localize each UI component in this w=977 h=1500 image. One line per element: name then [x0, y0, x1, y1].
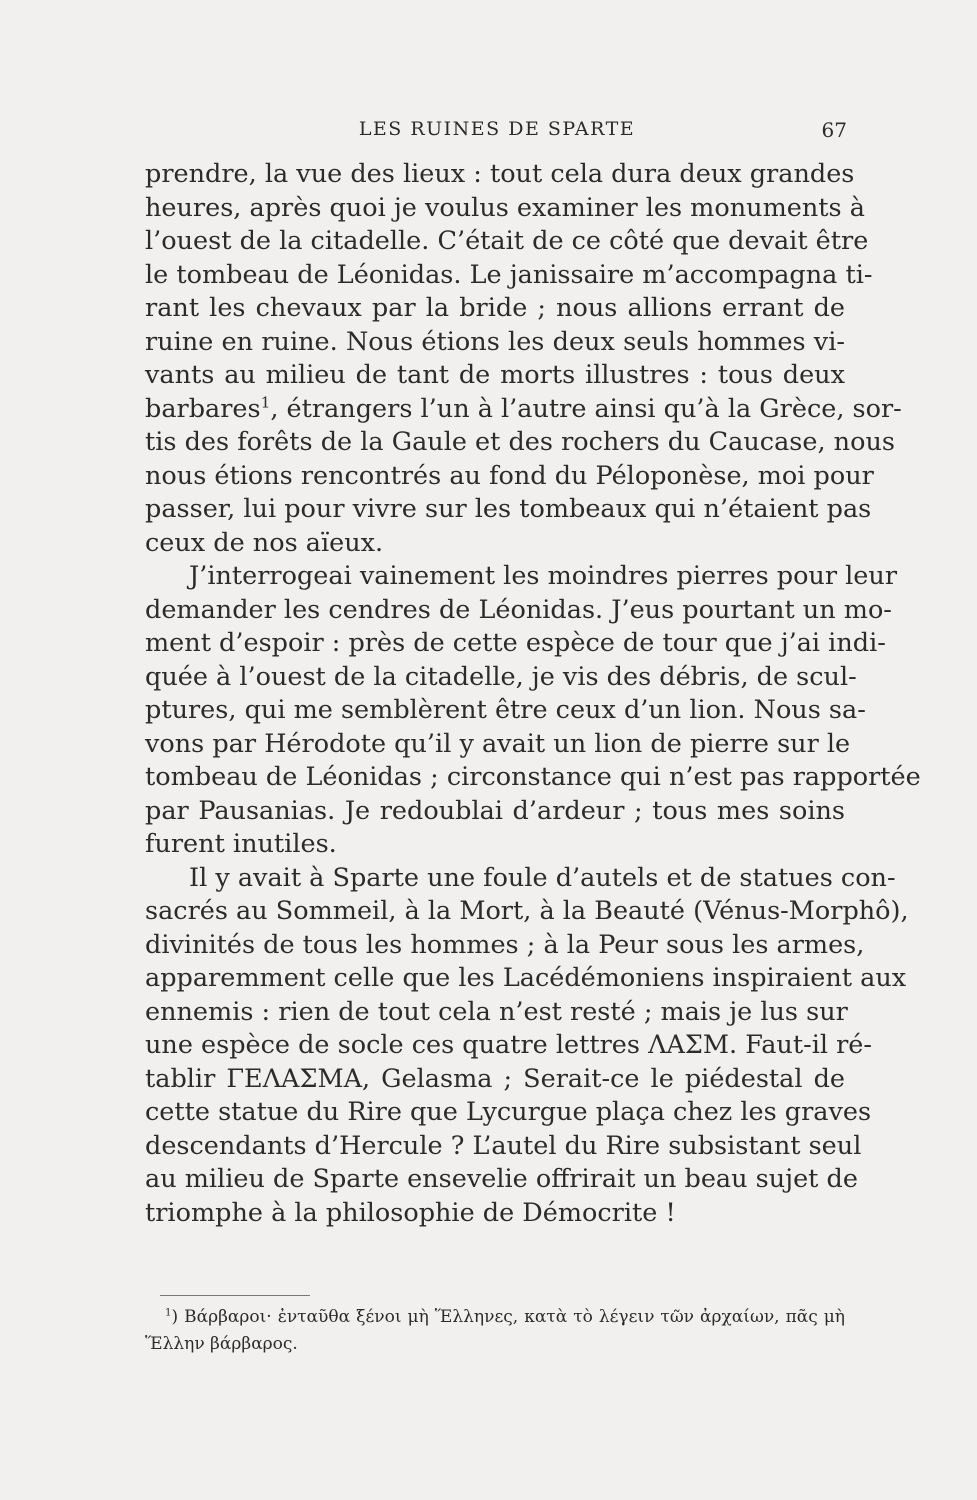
text-line: une espèce de socle ces quatre lettres ΛΑΣΜ. Faut-il ré-: [145, 1030, 873, 1060]
text-line: tombeau de Léonidas ; circonstance qui n’est pas rapportée: [145, 762, 921, 792]
text-line: prendre, la vue des lieux : tout cela dura deux grandes: [145, 159, 855, 189]
text-segment: barbares: [145, 393, 261, 424]
text-line: l’ouest de la citadelle. C’était de ce côté que devait être: [145, 226, 869, 256]
text-line: heures, après quoi je voulus examiner les monuments à: [145, 192, 865, 223]
footnote-line: [145, 1304, 845, 1331]
text-line: J’interrogeai vainement les moindres pierres pour leur: [189, 561, 898, 591]
text-line: au milieu de Sparte ensevelie offrirait un beau sujet de: [145, 1164, 858, 1194]
text-line: par Pausanias. Je redoublai d’ardeur ; tous mes soins: [145, 795, 845, 826]
running-head: [147, 118, 847, 146]
text-line: rant les chevaux par la bride ; nous allions errant de: [145, 293, 845, 323]
footnote-divider: [160, 1295, 310, 1296]
text-line: furent inutiles.: [145, 829, 337, 859]
text-line: tis des forêts de la Gaule et des rochers du Caucase, nous: [145, 427, 895, 457]
text-line: le tombeau de Léonidas. Le janissaire m’accompagna ti-: [145, 259, 873, 290]
text-line: ruine en ruine. Nous étions les deux seuls hommes vi-: [145, 326, 845, 357]
text-line: nous étions rencontrés au fond du Péloponèse, moi pour: [145, 460, 874, 491]
text-line: Il y avait à Sparte une foule d’autels et de statues con-: [189, 862, 896, 893]
text-segment: , étrangers l’un à l’autre ainsi qu’à la Grèce, sor-: [270, 393, 902, 424]
text-line: vants au milieu de tant de morts illustres : tous deux: [145, 360, 845, 390]
text-line: descendants d’Hercule ? L’autel du Rire subsistant seul: [145, 1130, 862, 1161]
text-line: quée à l’ouest de la citadelle, je vis des débris, de scul-: [145, 661, 857, 692]
text-line: triomphe à la philosophie de Démocrite !: [145, 1197, 676, 1228]
footnote-text: ) Βάρβαροι· ἐνταῦθα ξένοι μὴ Ἕλληνες, κατὰ τὸ λέγειν τῶν ἀρχαίων, πᾶς μὴ: [171, 1307, 845, 1327]
text-line: vons par Hérodote qu’il y avait un lion de pierre sur le: [145, 728, 851, 759]
text-line: divinités de tous les hommes ; à la Peur sous les armes,: [145, 929, 865, 960]
footnotes: [145, 1304, 845, 1358]
text-line: passer, lui pour vivre sur les tombeaux qui n’étaient pas: [145, 494, 872, 524]
footnote-line: Ἕλλην βάρβαρος.: [145, 1334, 298, 1354]
text-line: demander les cendres de Léonidas. J’eus pourtant un mo-: [145, 594, 892, 625]
text-line-with-footnote: [145, 393, 902, 427]
text-line: cette statue du Rire que Lycurgue plaça chez les graves: [145, 1097, 872, 1127]
page-number: 67: [821, 118, 847, 142]
text-line: ceux de nos aïeux.: [145, 527, 384, 558]
text-line: apparemment celle que les Lacédémoniens inspiraient aux: [145, 963, 907, 993]
body-text: [145, 158, 921, 1230]
text-line: ptures, qui me semblèrent être ceux d’un lion. Nous sa-: [145, 695, 866, 725]
footnote-marker: 1: [165, 1307, 172, 1319]
text-line: sacrés au Sommeil, à la Mort, à la Beauté (Vénus-Morphô),: [145, 896, 909, 926]
footnote-reference: 1: [260, 393, 271, 411]
running-title: LES RUINES DE SPARTE: [358, 118, 636, 140]
text-line: ment d’espoir : près de cette espèce de tour que j’ai indi-: [145, 628, 886, 658]
text-line: tablir ΓΕΛΑΣΜΑ, Gelasma ; Serait-ce le piédestal de: [145, 1063, 845, 1094]
text-line: ennemis : rien de tout cela n’est resté ; mais je lus sur: [145, 996, 848, 1027]
